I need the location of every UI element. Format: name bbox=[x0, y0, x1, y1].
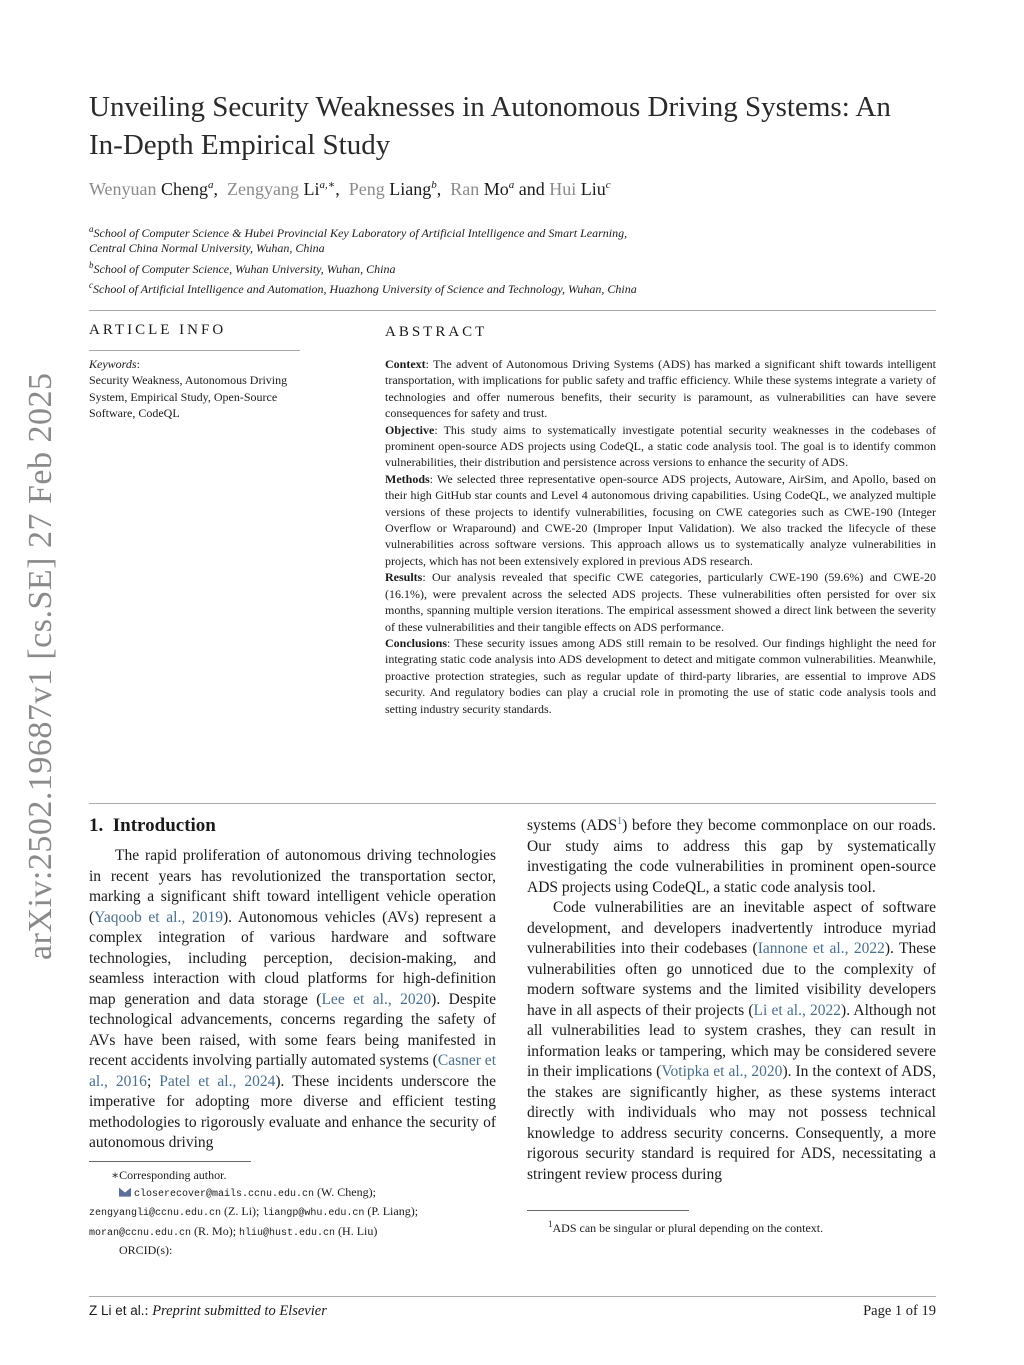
abstract-context: Context: The advent of Autonomous Driving Systems (ADS) has marked a significant shift towards intelligent transportation, with implications for public safety and traffic efficiency. While these systems integrate a variety of technologies and offer numerous benefits, their security is paramount, as vulnerabilities can have severe consequences for safety and trust. bbox=[385, 357, 936, 421]
citation-link[interactable]: Yaqoob et al., 2019 bbox=[94, 908, 223, 926]
author[interactable]: Peng Liang$^b$ bbox=[348, 179, 437, 199]
footer-divider bbox=[89, 1296, 936, 1297]
email-line: zengyangli@ccnu.edu.cn (Z. Li); liangp@whu.edu.cn (P. Liang); bbox=[89, 1204, 419, 1220]
section-heading-introduction: 1. Introduction bbox=[89, 815, 216, 836]
intro-paragraph-2: Code vulnerabilities are an inevitable aspect of software development, and developers inadvertently introduce myriad vulnerabilities into their codebases (Iannone et al., 2022). These vulnerabilities often go unnoticed due to the complexity of modern software systems and the limited visibility developers have in all aspects of their projects (Li et al., 2022). Although not all vulnerabilities lead to system crashes, they can result in information leaks or tampering, which may be considered severe in their implications (Votipka et al., 2020). In the context of ADS, the stakes are significantly higher, as these systems interact directly with individuals who may not possess technical knowledge to address security concerns. Consequently, a more rigorous security standard is required for ADS, necessitating a stringent review process during bbox=[527, 899, 936, 1183]
orcid-label: ORCID(s): bbox=[119, 1243, 173, 1258]
paper-title bbox=[89, 88, 949, 164]
affiliation-a: $^a$School of Computer Science & Hubei Provincial Key Laboratory of Artificial Intelligence and Smart Learning, Central China Normal University, Wuhan, China bbox=[89, 224, 628, 255]
footer-left: Z Li et al.: Preprint submitted to Elsevier bbox=[89, 1303, 327, 1319]
header-divider bbox=[89, 310, 936, 311]
keywords-block: Keywords: Security Weakness, Autonomous Driving System, Empirical Study, Open-Source Software, CodeQL bbox=[89, 356, 302, 422]
email-link[interactable]: zengyangli@ccnu.edu.cn bbox=[89, 1208, 222, 1220]
abstract-divider bbox=[89, 803, 936, 804]
email-link[interactable]: liangp@whu.edu.cn bbox=[262, 1208, 365, 1220]
keywords-text: Security Weakness, Autonomous Driving System, Empirical Study, Open-Source Software, CodeQL bbox=[89, 373, 288, 421]
abstract-body bbox=[385, 356, 936, 717]
affiliation-c: $^c$School of Artificial Intelligence and Automation, Huazhong University of Science and Technology, Wuhan, China bbox=[89, 280, 637, 296]
affiliation-b: $^b$School of Computer Science, Wuhan University, Wuhan, China bbox=[89, 260, 396, 276]
citation-link[interactable]: Li et al., 2022 bbox=[753, 1001, 842, 1019]
email-line: closerecover@mails.ccnu.edu.cn (W. Cheng); bbox=[89, 1184, 509, 1204]
article-info-heading: ARTICLE INFO bbox=[89, 322, 227, 338]
email-line: moran@ccnu.edu.cn (R. Mo); hliu@hust.edu.cn (H. Liu) bbox=[89, 1223, 378, 1239]
abstract-results: Results: Our analysis revealed that specific CWE categories, particularly CWE-190 (59.6%) and CWE-20 (16.1%), were prevalent across the selected ADS projects. These vulnerabilities often persisted for over six months, spanning multiple version iterations. The empirical assessment showed a direct link between the severity of these vulnerabilities and their tangible effects on ADS performance. bbox=[385, 570, 936, 634]
author[interactable]: Ran Mo$^a$ bbox=[450, 179, 515, 199]
intro-column-left bbox=[89, 846, 496, 1154]
author[interactable]: Wenyuan Cheng$^a$ bbox=[89, 179, 214, 199]
footnote-1: $^1$ADS can be singular or plural depending on the context. bbox=[548, 1219, 824, 1235]
footnote-divider-right bbox=[527, 1210, 689, 1211]
intro-paragraph-1-cont: systems (ADS$^1$) before they become commonplace on our roads. Our study aims to address this gap by systematically investigating the code vulnerabilities in prominent open-source ADS projects using CodeQL, a static code analysis tool. bbox=[527, 816, 936, 896]
abstract-conclusions: Conclusions: These security issues among ADS still remain to be resolved. Our findings highlight the need for integrating static code analysis into ADS development to detect and mitigate common vulnerabilities. Meanwhile, proactive protection strategies, such as regular update of third-party libraries, are essential to improve ADS security. And regulatory bodies can play a crucial role in promoting the use of static code analysis tools and setting industry security standards. bbox=[385, 635, 936, 716]
citation-link[interactable]: Patel et al., 2024 bbox=[159, 1072, 276, 1090]
author-footnotes bbox=[89, 1167, 509, 1259]
article-info-divider bbox=[89, 350, 300, 351]
author[interactable]: Zengyang $Li^{a,∗}$ bbox=[227, 179, 336, 199]
author[interactable]: Hui Liu$^c$ bbox=[549, 179, 611, 199]
keywords-label: Keywords bbox=[89, 357, 137, 371]
title-line-2: In-Depth Empirical Study bbox=[89, 129, 391, 161]
page-number: Page 1 of 19 bbox=[863, 1303, 936, 1319]
arxiv-sidebar-id: arXiv:2502.19687v1 [cs.SE] 27 Feb 2025 bbox=[22, 372, 59, 960]
title-line-1: Unveiling Security Weaknesses in Autonomous Driving Systems: An bbox=[89, 91, 891, 123]
intro-paragraph-1: The rapid proliferation of autonomous driving technologies in recent years has revolutionized the transportation sector, marking a significant shift toward intelligent vehicle operation (Yaqoob et al., 2019). Autonomous vehicles (AVs) represent a complex integration of various hardware and software technologies, including perception, decision-making, and seamless interaction with cloud platforms for high-definition map generation and data storage (Lee et al., 2020). Despite technological advancements, concerns regarding the safety of AVs have been raised, with some fears being manifested in recent accidents involving partially automated systems (Casner et al., 2016; Patel et al., 2024). These incidents underscore the imperative for adopting more diverse and efficient testing methodologies to rigorously evaluate and enhance the security of autonomous driving bbox=[89, 847, 497, 1151]
citation-link[interactable]: Votipka et al., 2020 bbox=[661, 1063, 783, 1081]
footnote-divider-left bbox=[89, 1161, 251, 1162]
email-icon bbox=[119, 1188, 131, 1197]
abstract-methods: Methods: We selected three representative open-source ADS projects, Autoware, AirSim, and Apollo, based on their high GitHub star counts and Level 4 autonomous driving capabilities. Using CodeQL, we analyzed multiple versions of these projects to identify vulnerabilities, focusing on CWE categories such as CWE-190 (Integer Overflow or Wraparound) and CWE-20 (Improper Input Validation). We also tracked the lifecycle of these vulnerabilities across software versions. This approach allows us to systematically analyze vulnerabilities in projects, which has not been extensively explored in previous ADS research. bbox=[385, 471, 937, 568]
abstract-objective: Objective: This study aims to systematically investigate potential security weaknesses in the codebases of prominent open-source ADS projects using CodeQL, a static code analysis tool. The goal is to identify common vulnerabilities, their distribution and persistence across versions to enhance the security of ADS. bbox=[385, 422, 936, 470]
corresponding-author-note: ∗Corresponding author. bbox=[111, 1168, 227, 1182]
authors-and: and bbox=[518, 179, 545, 199]
citation-link[interactable]: Casner et al., 2016 bbox=[89, 1052, 496, 1090]
email-link[interactable]: moran@ccnu.edu.cn bbox=[89, 1227, 192, 1239]
citation-link[interactable]: Iannone et al., 2022 bbox=[757, 940, 885, 958]
intro-column-right bbox=[527, 812, 936, 1185]
email-link[interactable]: closerecover@mails.ccnu.edu.cn bbox=[134, 1188, 315, 1200]
email-link[interactable]: hliu@hust.edu.cn bbox=[239, 1227, 336, 1239]
citation-link[interactable]: Lee et al., 2020 bbox=[321, 990, 432, 1008]
abstract-heading: ABSTRACT bbox=[385, 324, 488, 340]
author-list: Wenyuan Cheng$^a$, Zengyang $Li^{a,∗}$, Peng Liang$^b$, Ran Mo$^a$ and Hui Liu$^c$ bbox=[89, 179, 611, 199]
footnote-marker[interactable]: 1 bbox=[617, 816, 623, 827]
